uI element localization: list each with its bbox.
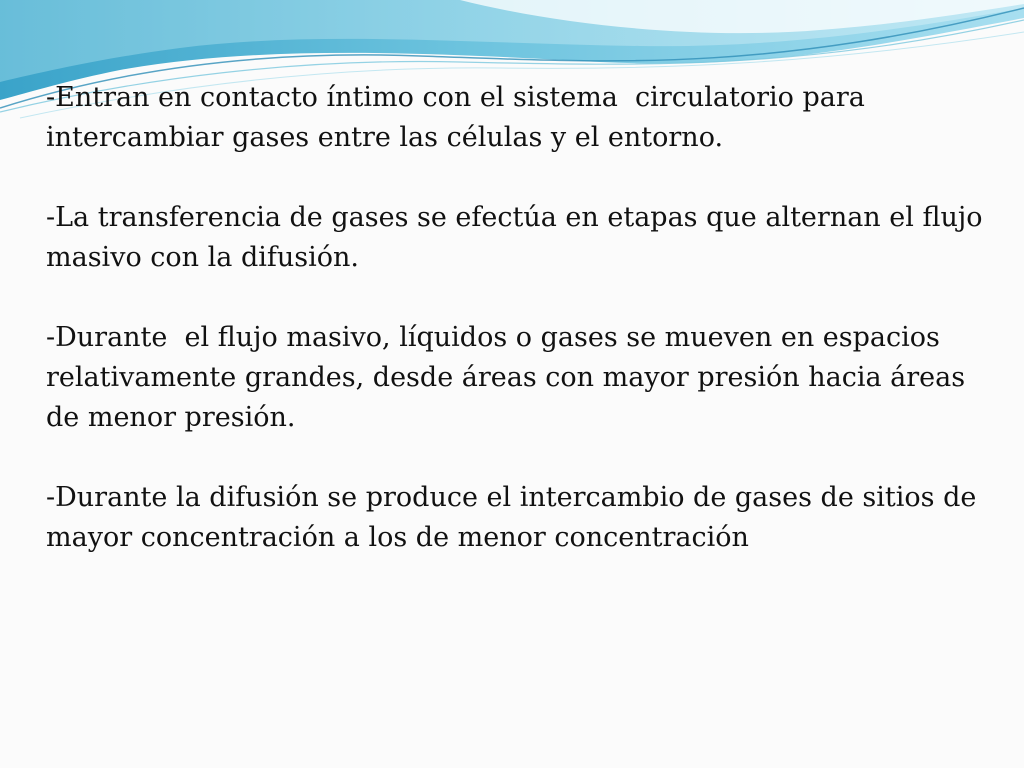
- paragraph-2: -La transferencia de gases se efectúa en etapas que alternan el flujo masivo con la difusión.: [46, 202, 992, 273]
- paragraph-4: -Durante la difusión se produce el intercambio de gases de sitios de mayor concentración a los de menor concentración: [46, 482, 985, 553]
- paragraph-3: -Durante el flujo masivo, líquidos o gases se mueven en espacios relativamente grandes, desde áreas con mayor presión hacia áreas de menor presión.: [46, 322, 974, 433]
- paragraph-1: -Entran en contacto íntimo con el sistema circulatorio para intercambiar gases entre las células y el entorno.: [46, 82, 874, 153]
- body-text: [46, 78, 996, 598]
